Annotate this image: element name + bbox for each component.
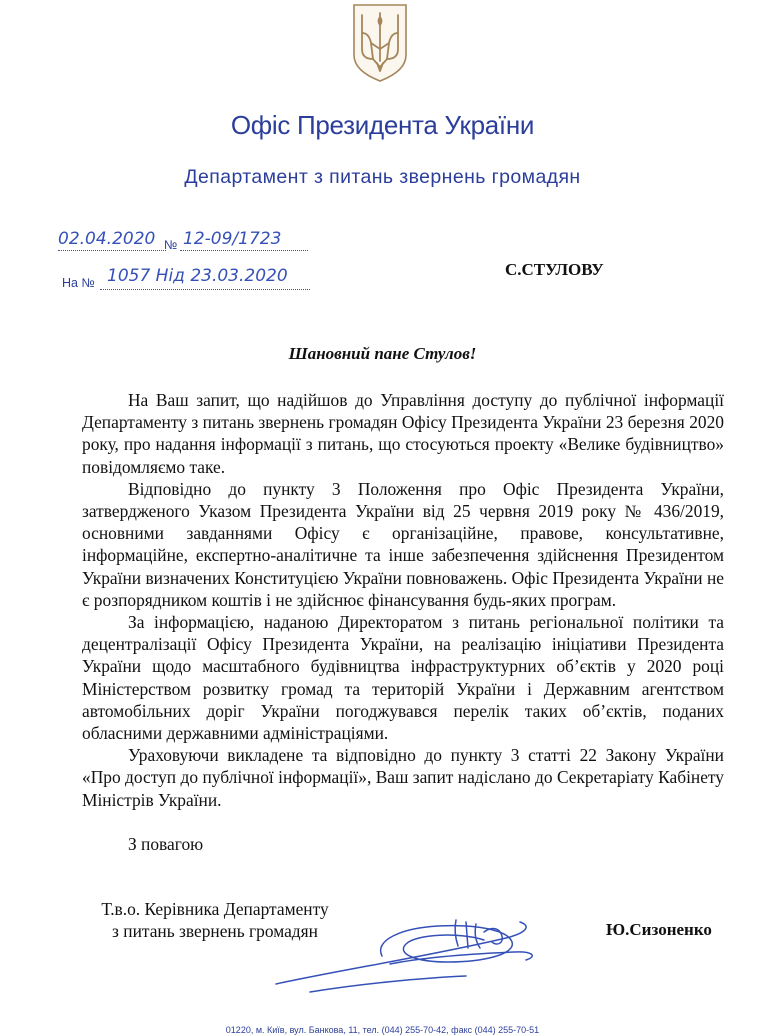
body-paragraph: На Ваш запит, що надійшов до Управління доступу до публічної інформації Департаменту з питань звернень громадян Офісу Президента України 23 березня 2020 року, про надання інформації з питань, що стосуються проекту «Велике будівництво» повідомляємо таке. — [82, 390, 724, 477]
reply-underline — [100, 289, 310, 290]
signatory-title-line: Т.в.о. Керівника Департаменту — [101, 899, 329, 919]
body-paragraph: За інформацією, наданою Директоратом з питань регіональної політики та децентралізації Офісу Президента України, на реалізацію ініціативи Президента України щодо масштабного будівництва інфраструктурних об’єктів у 2020 році Міністерством розвитку громад та територій України і Державним агентством автомобільних доріг України погоджувався перелік таких об’єктів, поданих обласними державними адміністраціями. — [82, 612, 724, 744]
body-paragraph: Ураховуючи викладене та відповідно до пункту 3 статті 22 Закону України «Про доступ до публічної інформації», Ваш запит надіслано до Секретаріату Кабінету Міністрів України. — [82, 745, 724, 810]
reply-reference: 1057 Нід 23.03.2020 — [107, 266, 288, 286]
signatory-name: Ю.Сизоненко — [606, 920, 712, 939]
date-underline — [58, 250, 166, 251]
salutation: Шановний пане Стулов! — [288, 344, 477, 363]
number-underline — [180, 250, 308, 251]
reply-reference-label: На № — [62, 276, 95, 290]
addressee: С.СТУЛОВУ — [505, 260, 604, 279]
handwritten-signature-icon — [270, 900, 570, 1000]
organization-title: Офіс Президента України — [230, 110, 535, 140]
footer-address: 01220, м. Київ, вул. Банкова, 11, тел. (044) 255-70-42, факс (044) 255-70-51 — [225, 1025, 540, 1035]
closing-phrase: З повагою — [128, 834, 204, 854]
trident-emblem-icon — [351, 3, 409, 83]
registration-number: 12-09/1723 — [183, 229, 282, 249]
letter-body — [82, 389, 724, 811]
body-paragraph: Відповідно до пункту 3 Положення про Офіс Президента України, затвердженого Указом Президента України від 25 червня 2019 року № 436/2019, основними завданнями Офісу є організаційне, правове, консультативне, інформаційне, експертно-аналітичне та інше забезпечення здійснення Президентом України визначених Конституцією України повноважень. Офіс Президента України не є розпорядником коштів і не здійснює фінансування будь-яких програм. — [82, 478, 724, 610]
department-subtitle: Департамент з питань звернень громадян — [184, 166, 581, 188]
registration-number-label: № — [164, 238, 178, 252]
registration-date: 02.04.2020 — [58, 229, 156, 249]
signatory-title-line: з питань звернень громадян — [112, 921, 318, 941]
